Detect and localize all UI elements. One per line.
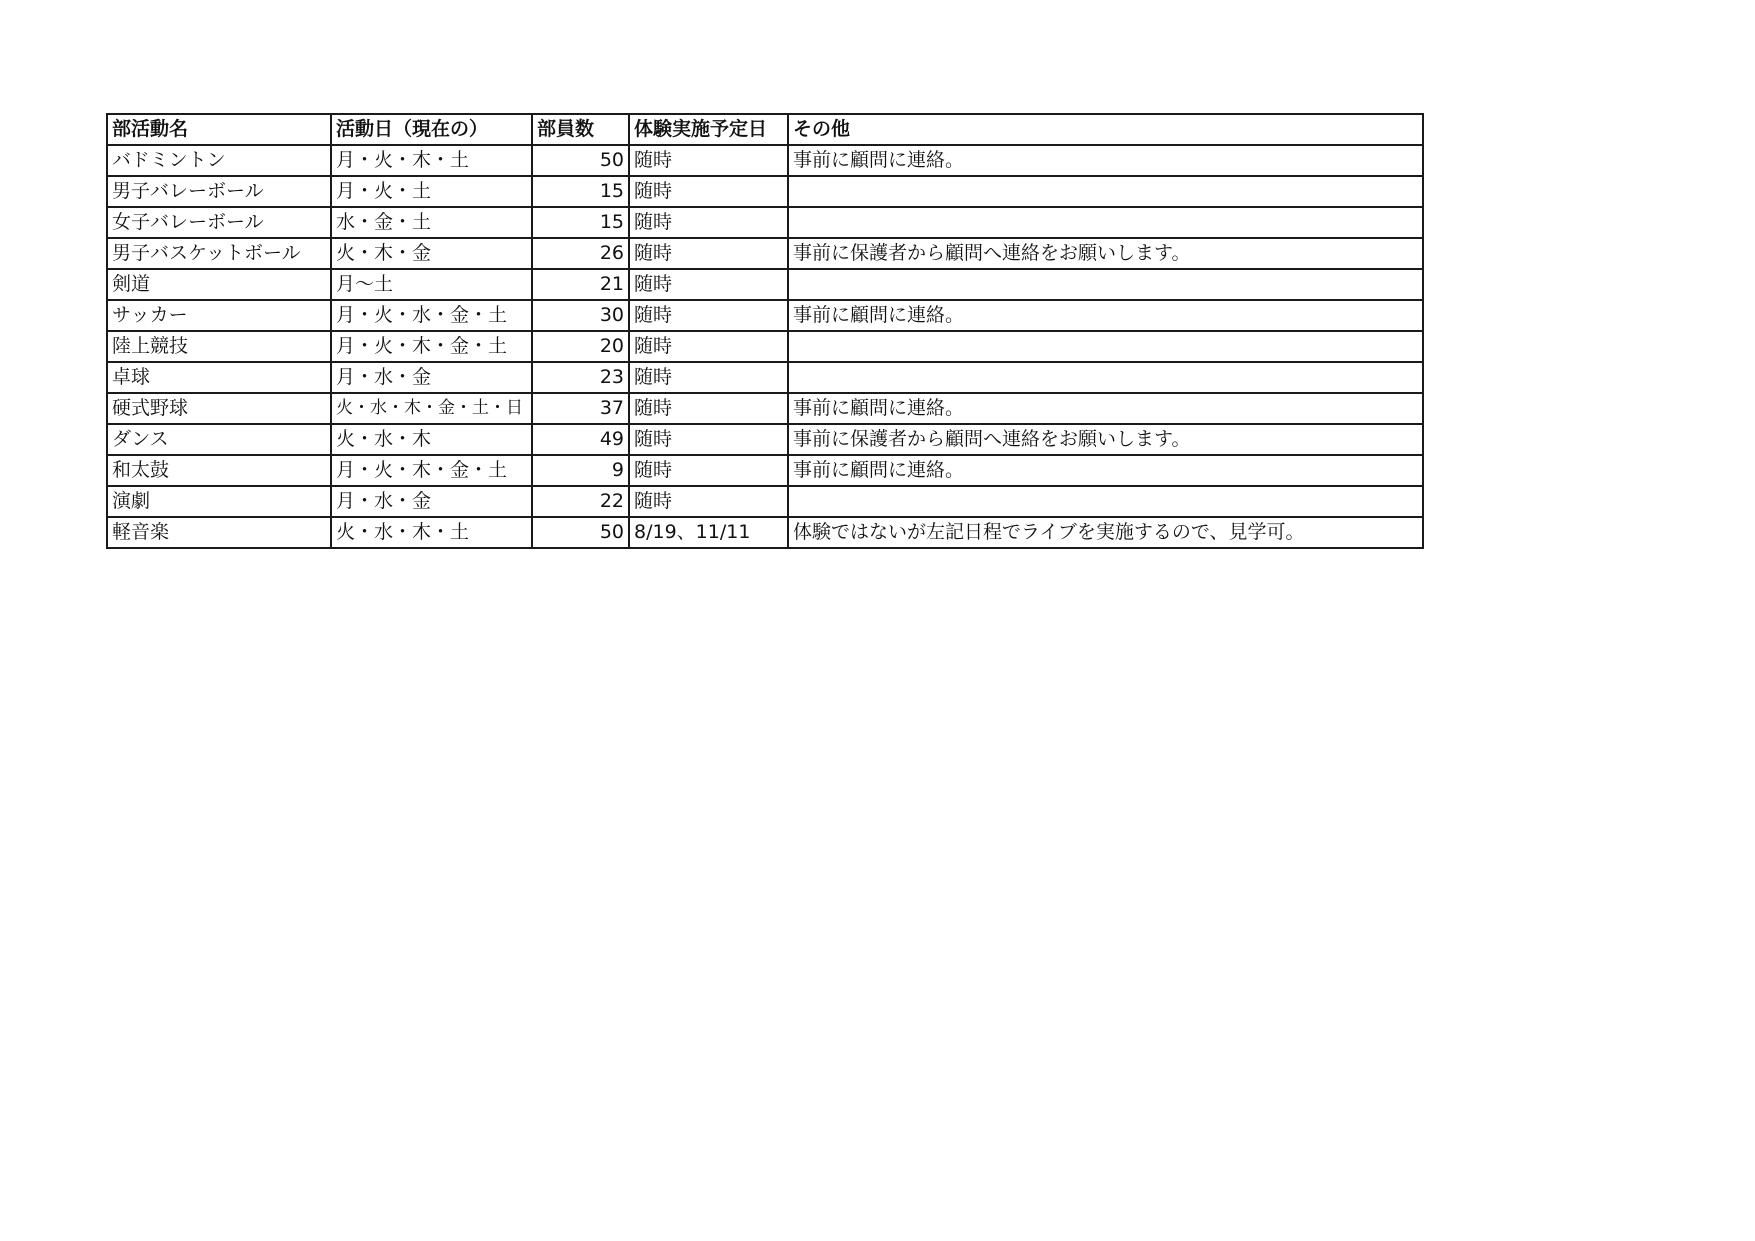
cell-activity-days: 月・火・木・土 (331, 145, 532, 176)
cell-activity-days: 水・金・土 (331, 207, 532, 238)
cell-notes: 事前に顧問に連絡。 (788, 145, 1423, 176)
cell-activity-days: 火・水・木・土 (331, 517, 532, 548)
cell-member-count: 22 (532, 486, 629, 517)
cell-member-count: 50 (532, 145, 629, 176)
cell-trial-date: 随時 (629, 300, 788, 331)
cell-trial-date: 随時 (629, 269, 788, 300)
cell-activity-days: 月・火・水・金・土 (331, 300, 532, 331)
cell-member-count: 37 (532, 393, 629, 424)
cell-club-name: サッカー (107, 300, 331, 331)
cell-club-name: 演劇 (107, 486, 331, 517)
table-row (107, 269, 1423, 300)
cell-member-count: 15 (532, 207, 629, 238)
cell-member-count: 30 (532, 300, 629, 331)
cell-trial-date: 随時 (629, 331, 788, 362)
cell-notes: 事前に保護者から顧問へ連絡をお願いします。 (788, 238, 1423, 269)
cell-notes: 事前に顧問に連絡。 (788, 300, 1423, 331)
header-notes: その他 (788, 114, 1423, 145)
cell-activity-days: 月〜土 (331, 269, 532, 300)
table-row (107, 207, 1423, 238)
cell-trial-date: 随時 (629, 393, 788, 424)
cell-trial-date: 随時 (629, 362, 788, 393)
cell-club-name: 男子バスケットボール (107, 238, 331, 269)
cell-activity-days: 月・火・木・金・土 (331, 331, 532, 362)
cell-member-count: 15 (532, 176, 629, 207)
cell-club-name: 卓球 (107, 362, 331, 393)
table-row (107, 486, 1423, 517)
cell-trial-date: 随時 (629, 455, 788, 486)
table-row (107, 455, 1423, 486)
cell-club-name: バドミントン (107, 145, 331, 176)
cell-activity-days: 月・火・土 (331, 176, 532, 207)
cell-trial-date: 随時 (629, 424, 788, 455)
cell-notes: 事前に保護者から顧問へ連絡をお願いします。 (788, 424, 1423, 455)
cell-notes: 体験ではないが左記日程でライブを実施するので、見学可。 (788, 517, 1423, 548)
cell-notes (788, 331, 1423, 362)
header-activity-days: 活動日（現在の） (331, 114, 532, 145)
cell-notes (788, 207, 1423, 238)
cell-member-count: 26 (532, 238, 629, 269)
cell-notes: 事前に顧問に連絡。 (788, 393, 1423, 424)
cell-club-name: 男子バレーボール (107, 176, 331, 207)
cell-club-name: 剣道 (107, 269, 331, 300)
cell-notes (788, 486, 1423, 517)
cell-member-count: 20 (532, 331, 629, 362)
table-row (107, 331, 1423, 362)
cell-trial-date: 随時 (629, 238, 788, 269)
cell-member-count: 21 (532, 269, 629, 300)
cell-trial-date: 随時 (629, 145, 788, 176)
cell-club-name: ダンス (107, 424, 331, 455)
cell-member-count: 23 (532, 362, 629, 393)
cell-trial-date: 随時 (629, 207, 788, 238)
cell-trial-date: 随時 (629, 486, 788, 517)
cell-club-name: 軽音楽 (107, 517, 331, 548)
table-row (107, 362, 1423, 393)
cell-activity-days: 火・木・金 (331, 238, 532, 269)
cell-member-count: 49 (532, 424, 629, 455)
cell-club-name: 和太鼓 (107, 455, 331, 486)
cell-club-name: 女子バレーボール (107, 207, 331, 238)
table-row (107, 300, 1423, 331)
table-row (107, 176, 1423, 207)
cell-member-count: 9 (532, 455, 629, 486)
cell-activity-days: 火・水・木・金・土・日 (331, 393, 532, 424)
cell-club-name: 硬式野球 (107, 393, 331, 424)
header-club-name: 部活動名 (107, 114, 331, 145)
header-member-count: 部員数 (532, 114, 629, 145)
table-row (107, 145, 1423, 176)
club-activity-table (106, 113, 1424, 549)
cell-notes (788, 176, 1423, 207)
table-header-row (107, 114, 1423, 145)
cell-activity-days: 月・火・木・金・土 (331, 455, 532, 486)
cell-trial-date: 随時 (629, 176, 788, 207)
cell-trial-date: 8/19、11/11 (629, 517, 788, 548)
cell-notes: 事前に顧問に連絡。 (788, 455, 1423, 486)
header-trial-date: 体験実施予定日 (629, 114, 788, 145)
table-row (107, 424, 1423, 455)
cell-activity-days: 月・水・金 (331, 486, 532, 517)
cell-notes (788, 362, 1423, 393)
cell-activity-days: 火・水・木 (331, 424, 532, 455)
table-row (107, 238, 1423, 269)
cell-notes (788, 269, 1423, 300)
cell-club-name: 陸上競技 (107, 331, 331, 362)
cell-member-count: 50 (532, 517, 629, 548)
cell-activity-days: 月・水・金 (331, 362, 532, 393)
table-row (107, 517, 1423, 548)
table-row (107, 393, 1423, 424)
club-activity-sheet (106, 113, 1424, 549)
